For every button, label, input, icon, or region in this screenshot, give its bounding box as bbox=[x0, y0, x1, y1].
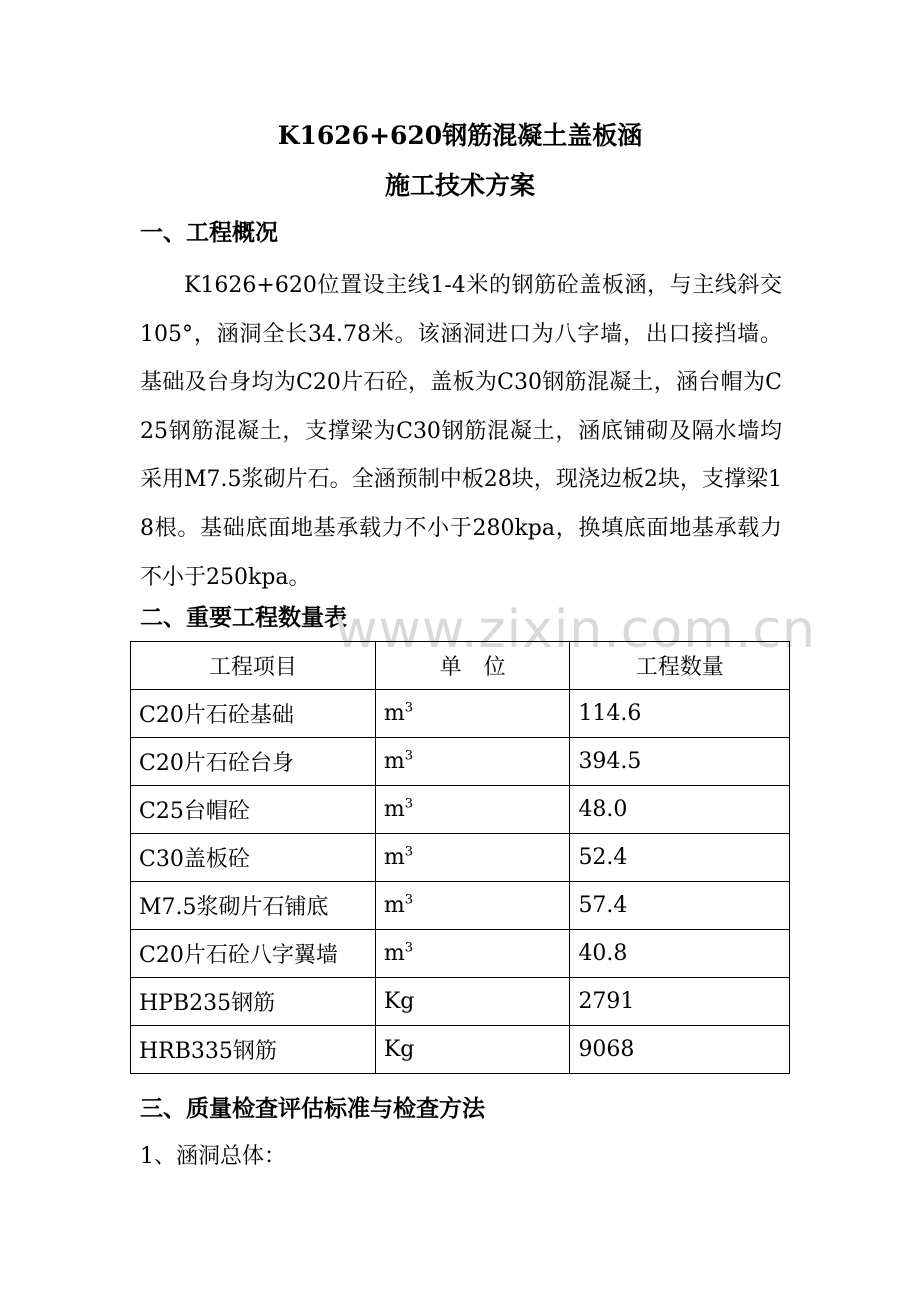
cell-unit bbox=[375, 690, 570, 738]
section-heading-quality: 三、质量检查评估标准与检查方法 bbox=[140, 1095, 485, 1122]
table-row bbox=[131, 930, 790, 978]
overview-paragraph: K1626+620位置设主线1-4米的钢筋砼盖板涵，与主线斜交105°，涵洞全长34.78米。该涵洞进口为八字墙，出口接挡墙。基础及台身均为C20片石砼，盖板为C30钢筋混凝土，涵台帽为C25钢筋混凝土，支撑梁为C30钢筋混凝土，涵底铺砌及隔水墙均采用M7.5浆砌片石。全涵预制中板28块，现浇边板2块，支撑梁18根。基础底面地基承载力不小于280kpa，换填底面地基承载力不小于250kpa。 bbox=[140, 273, 782, 590]
table-row bbox=[131, 978, 790, 1026]
cell-unit bbox=[375, 738, 570, 786]
unit-base: m bbox=[383, 749, 405, 774]
cell-item: C20片石砼八字翼墙 bbox=[131, 930, 376, 978]
table-row bbox=[131, 882, 790, 930]
cell-item: C20片石砼基础 bbox=[131, 690, 376, 738]
document-title-line2: 施工技术方案 bbox=[384, 171, 535, 200]
table-row bbox=[131, 738, 790, 786]
cell-quantity: 52.4 bbox=[570, 834, 790, 882]
document-title-line1: K1626+620钢筋混凝土盖板涵 bbox=[277, 121, 643, 150]
unit-base: m bbox=[383, 701, 405, 726]
cell-unit bbox=[375, 978, 570, 1026]
table-row bbox=[131, 690, 790, 738]
subsection-heading-culvert: 1、涵洞总体： bbox=[140, 1144, 286, 1169]
cell-unit bbox=[375, 1026, 570, 1074]
unit-superscript: 3 bbox=[404, 796, 414, 812]
cell-unit bbox=[375, 786, 570, 834]
unit-superscript: 3 bbox=[404, 700, 414, 716]
watermark: www.zixin.com.cn bbox=[335, 600, 816, 660]
cell-item: M7.5浆砌片石铺底 bbox=[131, 882, 376, 930]
cell-quantity: 9068 bbox=[570, 1026, 790, 1074]
cell-item: HPB235钢筋 bbox=[131, 978, 376, 1026]
unit-base: Kg bbox=[383, 989, 415, 1014]
cell-quantity: 2791 bbox=[570, 978, 790, 1026]
table-row bbox=[131, 834, 790, 882]
cell-unit bbox=[375, 834, 570, 882]
quantity-table bbox=[130, 641, 790, 1074]
header-item: 工程项目 bbox=[131, 642, 376, 690]
unit-base: m bbox=[383, 845, 405, 870]
cell-quantity: 57.4 bbox=[570, 882, 790, 930]
header-unit: 单 位 bbox=[375, 642, 570, 690]
unit-superscript: 3 bbox=[404, 748, 414, 764]
header-quantity: 工程数量 bbox=[570, 642, 790, 690]
section-heading-overview: 一、工程概况 bbox=[140, 219, 278, 246]
unit-base: Kg bbox=[383, 1037, 415, 1062]
cell-unit bbox=[375, 930, 570, 978]
unit-superscript: 3 bbox=[404, 892, 414, 908]
section-heading-quantities: 二、重要工程数量表 bbox=[140, 604, 347, 631]
cell-item: C20片石砼台身 bbox=[131, 738, 376, 786]
unit-base: m bbox=[383, 893, 405, 918]
unit-base: m bbox=[383, 797, 405, 822]
table-header-row bbox=[131, 642, 790, 690]
cell-item: C25台帽砼 bbox=[131, 786, 376, 834]
cell-unit bbox=[375, 882, 570, 930]
cell-item: HRB335钢筋 bbox=[131, 1026, 376, 1074]
unit-superscript: 3 bbox=[404, 940, 414, 956]
cell-item: C30盖板砼 bbox=[131, 834, 376, 882]
unit-base: m bbox=[383, 941, 405, 966]
cell-quantity: 48.0 bbox=[570, 786, 790, 834]
cell-quantity: 394.5 bbox=[570, 738, 790, 786]
table-row bbox=[131, 786, 790, 834]
unit-superscript: 3 bbox=[404, 844, 414, 860]
cell-quantity: 114.6 bbox=[570, 690, 790, 738]
cell-quantity: 40.8 bbox=[570, 930, 790, 978]
table-row bbox=[131, 1026, 790, 1074]
